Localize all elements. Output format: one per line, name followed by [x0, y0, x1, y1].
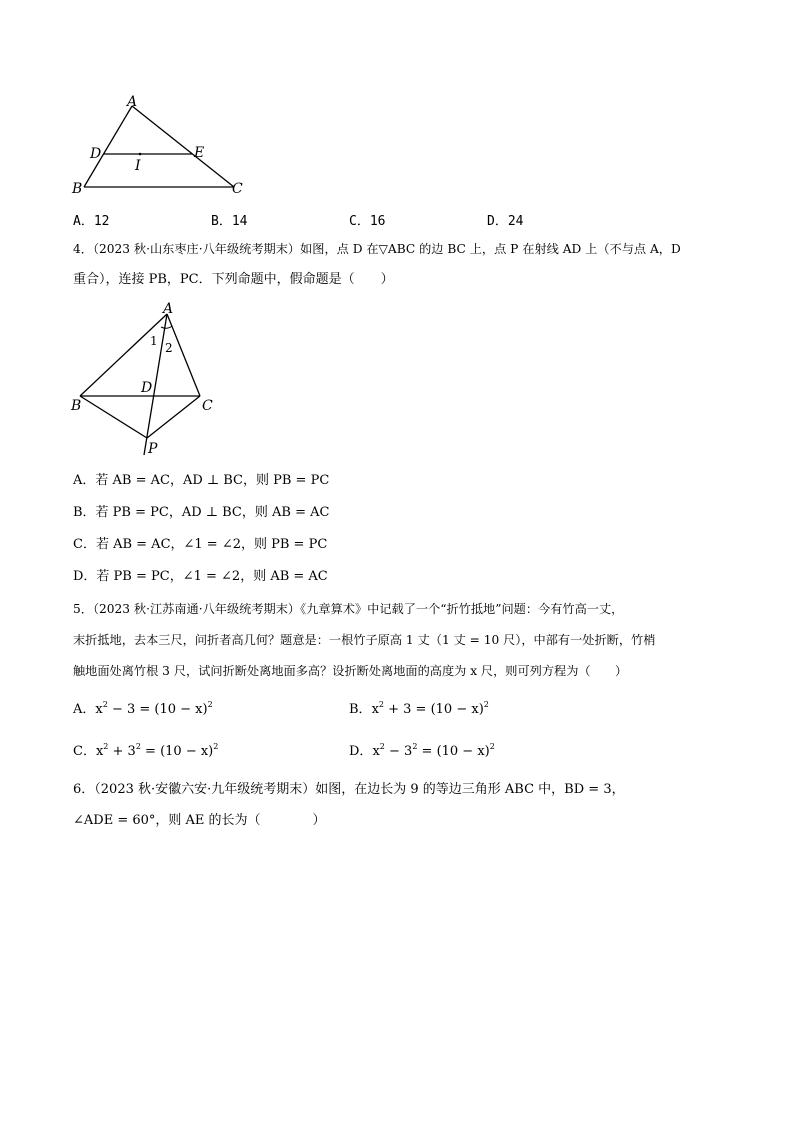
q5-stem-line2: 末折抵地，去本三尺，问折者高几何？题意是：一根竹子原高 1 丈（1 丈 = 10 尺），中部有一处折断，竹梢	[73, 633, 656, 647]
q5-stem-line3: 触地面处离竹根 3 尺，试问折断处离地面多高？设折断处离地面的高度为 x 尺，则可列方程为（ ）	[73, 664, 628, 678]
label-1: 1	[150, 334, 158, 348]
label-B: B	[72, 181, 83, 197]
label-I: I	[135, 158, 141, 174]
q3-option-d: D．24	[487, 214, 524, 229]
label-C: C	[202, 398, 213, 414]
label-D: D	[90, 146, 102, 162]
label-A: A	[127, 94, 138, 110]
q4-stem-line2: 重合），连接 PB，PC．下列命题中，假命题是（ ）	[73, 272, 394, 287]
label-D: D	[141, 380, 153, 396]
label-A: A	[163, 301, 174, 317]
label-2: 2	[165, 341, 173, 355]
q3-option-a: A．12	[73, 214, 110, 229]
q4-option-d: D．若 PB = PC，∠1 = ∠2，则 AB = AC	[73, 569, 328, 584]
q4-option-b: B．若 PB = PC，AD ⊥ BC，则 AB = AC	[73, 505, 330, 520]
q6-stem-line2: ∠ADE = 60°，则 AE 的长为（ ）	[73, 813, 326, 828]
q6-stem-line1: 6．（2023 秋·安徽六安·九年级统考期末）如图，在边长为 9 的等边三角形 ABC 中，BD = 3，	[73, 782, 625, 797]
q5-option-b: B．$x^2 + 3 = (10 - x)^2$	[349, 700, 489, 717]
q5-stem-line1: 5．（2023 秋·江苏南通·八年级统考期末）《九章算术》中记载了一个“折竹抵地”问题：今有竹高一丈，	[73, 602, 624, 616]
q4-option-a: A．若 AB = AC，AD ⊥ BC，则 PB = PC	[73, 473, 330, 488]
q5-option-c: C．$x^2 + 3^2 = (10 - x)^2$	[73, 742, 219, 759]
label-E: E	[194, 145, 205, 161]
q4-option-c: C．若 AB = AC，∠1 = ∠2，则 PB = PC	[73, 537, 328, 552]
q4-stem-line1: 4．（2023 秋·山东枣庄·八年级统考期末）如图，点 D 在▽ABC 的边 BC 上，点 P 在射线 AD 上（不与点 A，D	[73, 242, 681, 256]
q3-option-b: B．14	[211, 214, 248, 229]
q3-option-c: C．16	[349, 214, 386, 229]
q5-option-a: A．$x^2 - 3 = (10 - x)^2$	[73, 700, 213, 717]
label-C: C	[232, 181, 243, 197]
triangle-figure-q3	[68, 92, 258, 202]
label-B: B	[71, 398, 82, 414]
label-P: P	[148, 441, 158, 457]
q5-option-d: D．$x^2 - 3^2 = (10 - x)^2$	[349, 742, 495, 759]
triangle-figure-q4	[66, 300, 226, 460]
